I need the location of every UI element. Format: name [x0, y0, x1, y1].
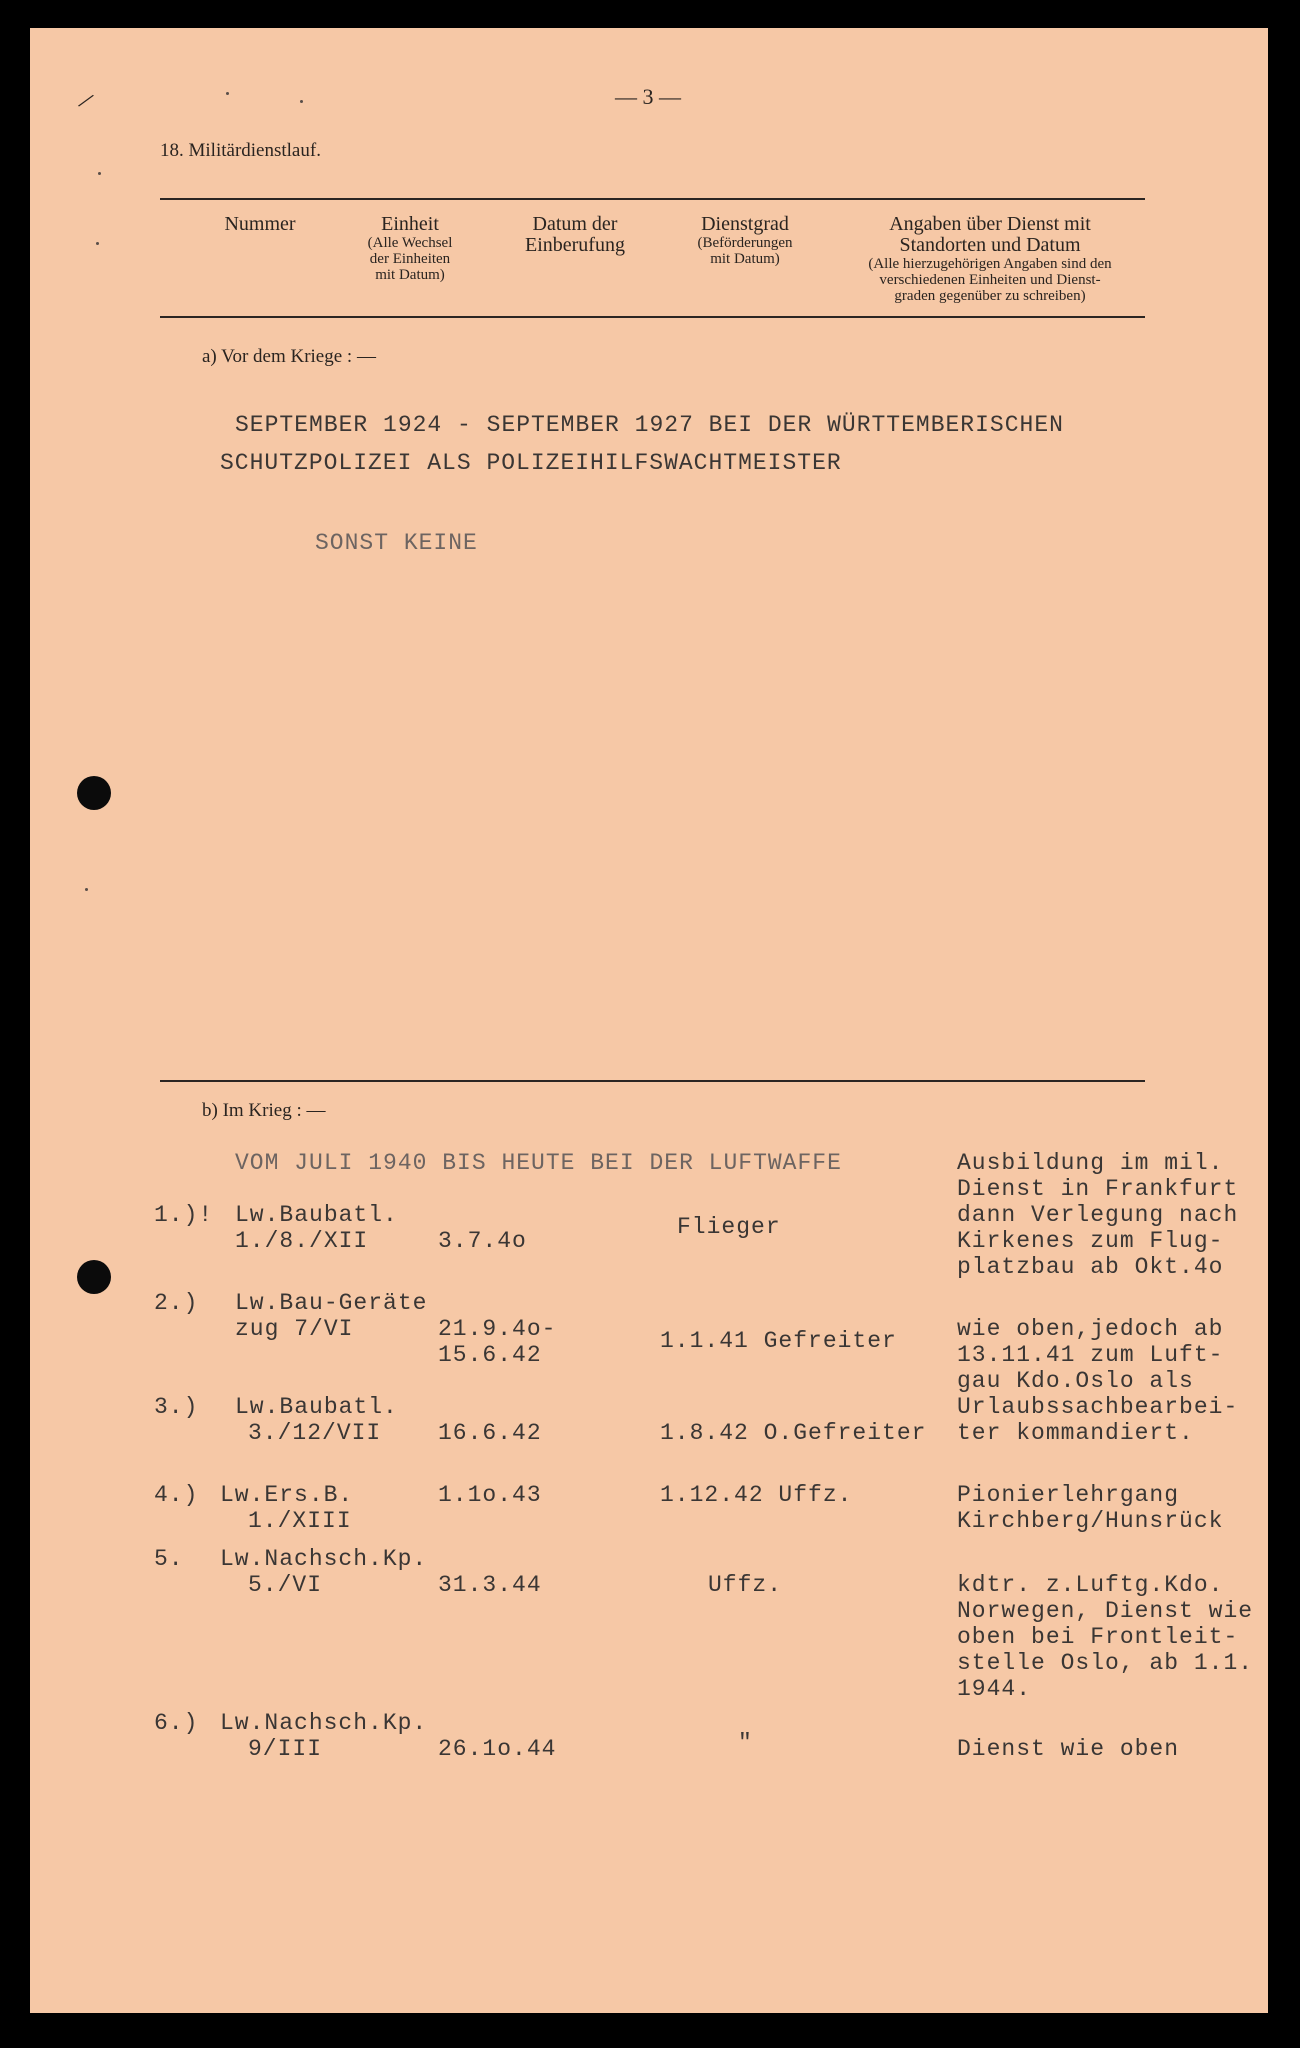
- entry-rank: ": [738, 1730, 753, 1756]
- entry-number: 2.): [154, 1290, 199, 1316]
- speck: [300, 100, 303, 103]
- speck: [226, 92, 229, 95]
- header-nummer: [200, 214, 320, 235]
- section-a-line-1: SEPTEMBER 1924 - SEPTEMBER 1927 BEI DER WÜRTTEMBERISCHEN: [235, 412, 1064, 438]
- header-angaben-label: Standorten und Datum: [899, 234, 1081, 256]
- entry-unit: 9/III: [248, 1736, 323, 1762]
- entry-date: 3.7.4o: [438, 1228, 527, 1254]
- header-einheit-sub: (Alle Wechsel: [367, 235, 453, 251]
- header-dienstgrad-sub: mit Datum): [710, 251, 780, 267]
- entry-date: 26.1o.44: [438, 1736, 557, 1762]
- header-rule-bottom: [160, 316, 1145, 318]
- entry-unit: 5./VI: [248, 1572, 323, 1598]
- header-datum: [500, 214, 650, 256]
- section-b-intro: VOM JULI 1940 BIS HEUTE BEI DER LUFTWAFFE: [235, 1150, 842, 1176]
- header-nummer-label: Nummer: [224, 213, 296, 235]
- entry-date: 15.6.42: [438, 1342, 542, 1368]
- header-einheit-sub: der Einheiten: [369, 251, 451, 267]
- entry-rank: Uffz.: [708, 1572, 783, 1598]
- section-title: 18. Militärdienstlauf.: [160, 140, 321, 161]
- section-a-line-3: SONST KEINE: [315, 530, 478, 556]
- entry-date: 1.1o.43: [438, 1482, 542, 1508]
- ink-mark: /: [74, 86, 98, 115]
- section-a-label: a) Vor dem Kriege : —: [202, 346, 376, 367]
- header-angaben-sub: verschiedenen Einheiten und Dienst-: [879, 272, 1101, 288]
- entry-number: 4.): [154, 1482, 199, 1508]
- remark-line: 13.11.41 zum Luft-: [957, 1342, 1224, 1368]
- header-angaben: [830, 214, 1150, 304]
- header-dienstgrad-sub: (Beförderungen: [697, 235, 793, 251]
- entry-unit: Lw.Nachsch.Kp.: [220, 1710, 428, 1736]
- header-dienstgrad-label: Dienstgrad: [701, 213, 789, 235]
- entry-number: 3.): [154, 1394, 199, 1420]
- header-angaben-sub: graden gegenüber zu schreiben): [894, 288, 1086, 304]
- remark-line: Norwegen, Dienst wie: [957, 1598, 1254, 1624]
- entry-number: 6.): [154, 1710, 199, 1736]
- remark-line: oben bei Frontleit-: [957, 1624, 1239, 1650]
- header-datum-label: Einberufung: [525, 234, 625, 256]
- entry-unit: 1./XIII: [248, 1508, 352, 1534]
- entry-rank: 1.12.42 Uffz.: [660, 1482, 853, 1508]
- remark-line: platzbau ab Okt.4o: [957, 1254, 1224, 1280]
- entry-unit: Lw.Ers.B.: [220, 1482, 354, 1508]
- remark-line: Kirkenes zum Flug-: [957, 1228, 1224, 1254]
- remark-line: ter kommandiert.: [957, 1420, 1194, 1446]
- entry-date: 31.3.44: [438, 1572, 542, 1598]
- remark-line: Ausbildung im mil.: [957, 1150, 1224, 1176]
- remark-line: kdtr. z.Luftg.Kdo.: [957, 1572, 1224, 1598]
- header-angaben-label: Angaben über Dienst mit: [889, 213, 1091, 235]
- speck: [96, 242, 99, 245]
- entry-unit: zug 7/VI: [235, 1316, 354, 1342]
- entry-unit: Lw.Nachsch.Kp.: [220, 1546, 428, 1572]
- section-a-line-2: SCHUTZPOLIZEI ALS POLIZEIHILFSWACHTMEISTER: [220, 450, 842, 476]
- document-page: [30, 28, 1268, 2013]
- section-b-label: b) Im Krieg : —: [202, 1100, 326, 1121]
- header-angaben-sub: (Alle hierzugehörigen Angaben sind den: [868, 256, 1112, 272]
- remark-line: wie oben,jedoch ab: [957, 1316, 1224, 1342]
- entry-number: 1.)!: [154, 1202, 214, 1228]
- entry-unit: 3./12/VII: [248, 1420, 382, 1446]
- speck: [98, 172, 101, 175]
- entry-rank: 1.8.42 O.Gefreiter: [660, 1420, 927, 1446]
- entry-rank: 1.1.41 Gefreiter: [660, 1328, 897, 1354]
- entry-unit: Lw.Baubatl.: [235, 1202, 398, 1228]
- remark-line: Urlaubssachbearbei-: [957, 1394, 1239, 1420]
- header-dienstgrad: [670, 214, 820, 267]
- punch-hole-bottom: [77, 1260, 111, 1294]
- speck: [85, 888, 88, 891]
- entry-date: 16.6.42: [438, 1420, 542, 1446]
- entry-unit: 1./8./XII: [235, 1228, 369, 1254]
- entry-number: 5.: [154, 1546, 184, 1572]
- section-divider: [160, 1080, 1145, 1082]
- entry-rank: Flieger: [677, 1214, 781, 1240]
- remark-line: stelle Oslo, ab 1.1.: [957, 1650, 1254, 1676]
- entry-unit: Lw.Baubatl.: [235, 1394, 398, 1420]
- remark-line: 1944.: [957, 1676, 1032, 1702]
- remark-line: dann Verlegung nach: [957, 1202, 1239, 1228]
- remark-line: gau Kdo.Oslo als: [957, 1368, 1194, 1394]
- entry-date: 21.9.4o-: [438, 1316, 557, 1342]
- remark-line: Pionierlehrgang: [957, 1482, 1180, 1508]
- header-einheit-sub: mit Datum): [375, 267, 445, 283]
- header-einheit: [330, 214, 490, 283]
- remark-line: Dienst in Frankfurt: [957, 1176, 1239, 1202]
- header-rule-top: [160, 198, 1145, 200]
- punch-hole-top: [77, 776, 111, 810]
- entry-unit: Lw.Bau-Geräte: [235, 1290, 428, 1316]
- page-number: — 3 —: [615, 84, 681, 109]
- header-datum-label: Datum der: [532, 213, 618, 235]
- header-einheit-label: Einheit: [381, 213, 439, 235]
- remark-line: Dienst wie oben: [957, 1736, 1180, 1762]
- remark-line: Kirchberg/Hunsrück: [957, 1508, 1224, 1534]
